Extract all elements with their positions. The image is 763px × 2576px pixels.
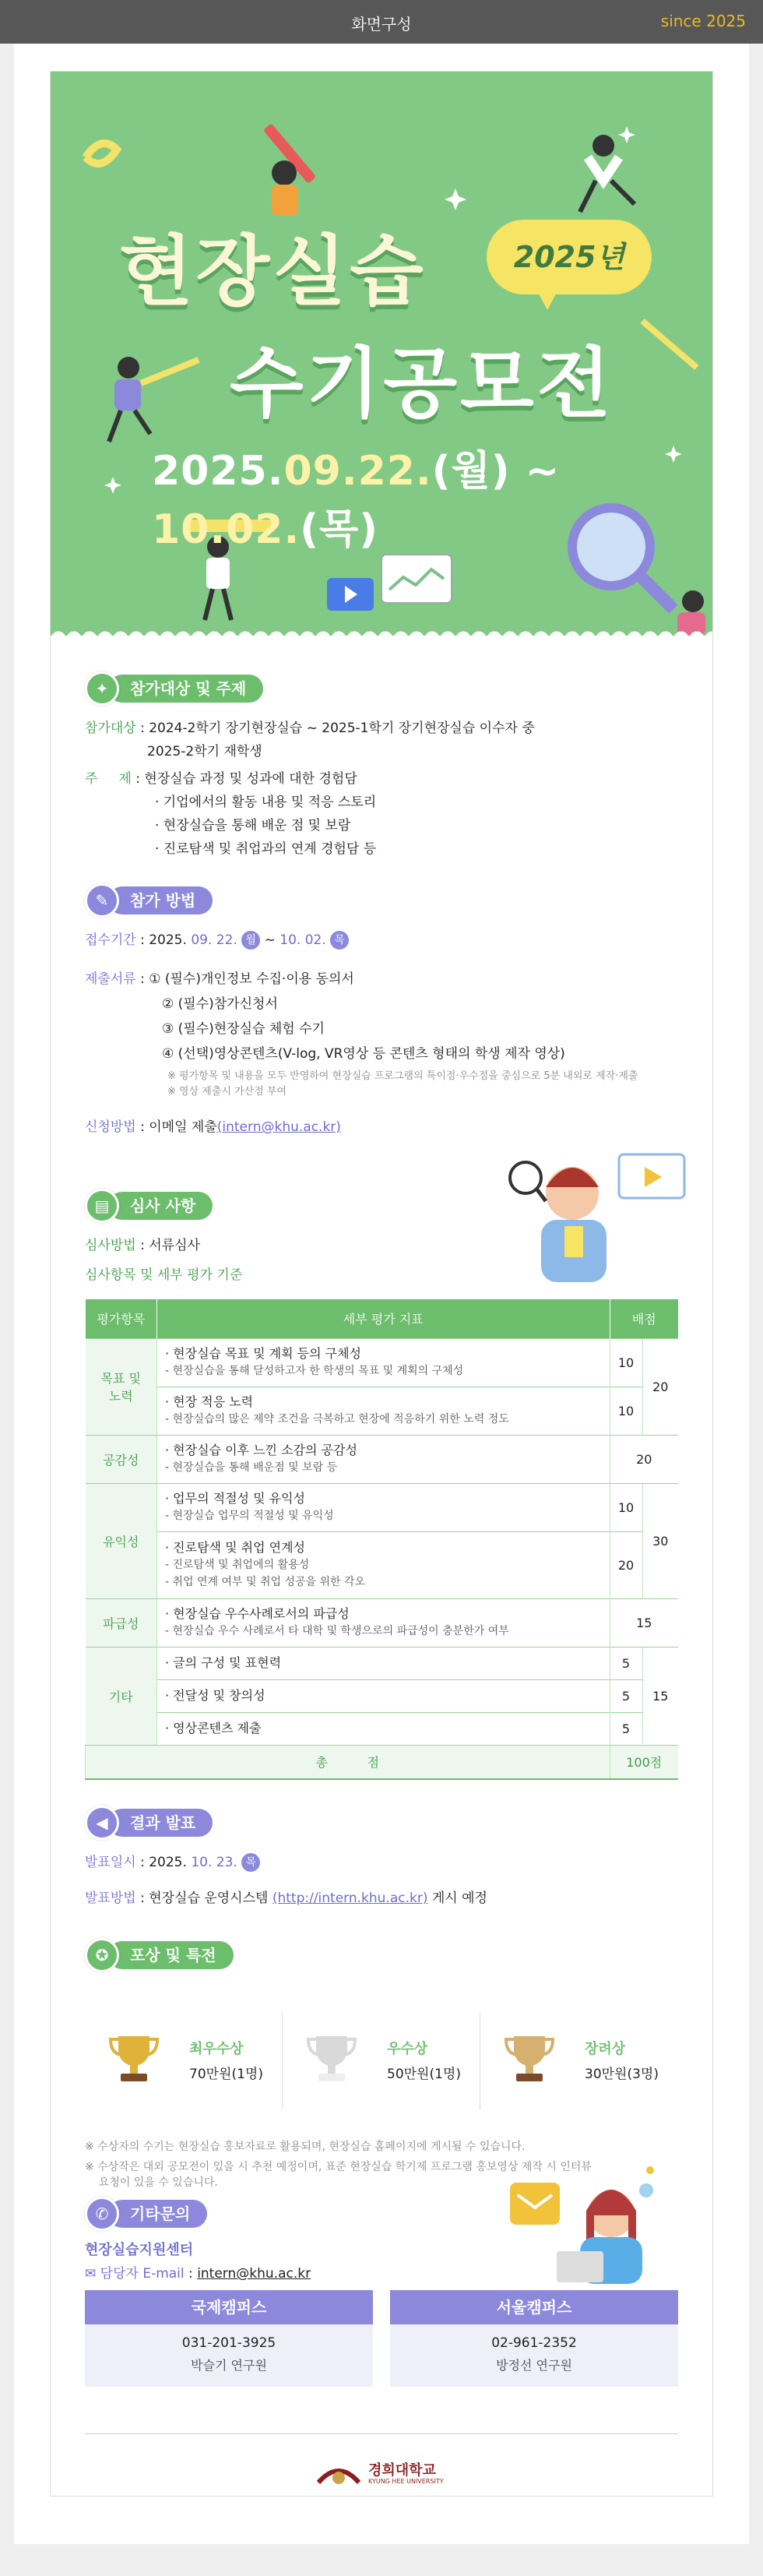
docs-item: ③ (필수)현장실습 체험 수기 xyxy=(162,1021,325,1037)
poster-sheet xyxy=(14,44,749,2544)
period-start: 09. 22. xyxy=(191,932,237,948)
hero-banner xyxy=(51,72,712,636)
topic-text: : 현장실습 과정 및 성과에 대한 경험담 xyxy=(131,771,357,787)
result-method-row xyxy=(85,1887,487,1910)
review-method-row xyxy=(85,1234,200,1257)
table-item: · 영상콘텐츠 제출 xyxy=(157,1712,610,1745)
period-end: 10. 02. xyxy=(280,932,326,948)
lightbulb-icon: ✦ xyxy=(85,671,119,706)
section-target-topic-heading xyxy=(85,671,263,706)
campus-name: 국제캠퍼스 xyxy=(85,2290,373,2324)
hero-date-end-highlight: 10.02. xyxy=(152,506,301,553)
award-prize: 70만원(1명) xyxy=(189,2067,263,2082)
video-icon xyxy=(327,578,374,611)
topic-key: 주 제 xyxy=(85,771,132,787)
megaphone-icon: ◀ xyxy=(85,1806,119,1840)
section-review-heading xyxy=(85,1189,213,1223)
gold-trophy-icon xyxy=(107,2032,161,2086)
medal-icon: ✪ xyxy=(85,1938,119,1972)
campus-card xyxy=(390,2290,678,2387)
award-prize: 50만원(1명) xyxy=(387,2067,461,2082)
table-total: 15 xyxy=(610,1598,678,1647)
table-score: 10 xyxy=(610,1338,642,1387)
award-note: 요청이 있을 수 있습니다. xyxy=(85,2176,218,2189)
period-mid: ~ xyxy=(260,932,280,948)
hero-date-start-highlight: 09.22. xyxy=(283,448,432,495)
period-end-day-badge: 목 xyxy=(330,931,349,950)
table-score: 20 xyxy=(610,1531,642,1598)
apply-key: 신청방법 xyxy=(85,1119,136,1135)
award-card xyxy=(480,2003,678,2117)
result-method-key: 발표방법 xyxy=(85,1891,136,1906)
table-total-row xyxy=(86,1745,679,1779)
result-method-post: 게시 예정 xyxy=(427,1891,487,1906)
play-video-icon xyxy=(619,1154,684,1198)
review-method-text: : 서류심사 xyxy=(135,1238,200,1253)
hero-date xyxy=(152,438,712,555)
hero-date-start-day: (월) xyxy=(431,448,511,495)
criteria-title: 심사항목 및 세부 평가 기준 xyxy=(85,1267,243,1283)
silver-trophy-icon xyxy=(304,2032,359,2086)
magnifier-icon xyxy=(510,1162,546,1201)
topic-item: · 현장실습을 통해 배운 점 및 보람 xyxy=(155,818,351,833)
table-header: 세부 평가 지표 xyxy=(157,1299,610,1338)
target-text: : 2024-2학기 장기현장실습 ~ 2025-1학기 장기현장실습 이수자 중 xyxy=(135,721,535,736)
table-row xyxy=(86,1712,679,1745)
topic-item: · 진로탐색 및 취업과의 연계 경험담 등 xyxy=(155,841,377,857)
table-total: 20 xyxy=(610,1435,678,1483)
swirl-decoration xyxy=(86,143,117,164)
award-name: 장려상 xyxy=(585,2041,626,2057)
table-header-row xyxy=(86,1299,679,1338)
table-category: 파급성 xyxy=(86,1598,157,1647)
table-total-label: 총 점 xyxy=(86,1745,610,1779)
stroke-decoration xyxy=(642,321,697,368)
period-key: 접수기간 xyxy=(85,932,136,948)
table-row xyxy=(86,1435,679,1483)
table-total-value: 100점 xyxy=(610,1745,678,1779)
award-note: ※ 수상자의 수기는 현장실습 홍보자료로 활용되며, 현장실습 홈페이지에 게시될 수 있습니다. xyxy=(85,2141,526,2153)
section-heading-label: 심사 사항 xyxy=(108,1192,213,1220)
mail-icon xyxy=(510,2183,560,2225)
reviewer-illustration xyxy=(502,1139,689,1287)
hero-title-line1: 현장실습 xyxy=(119,227,427,316)
university-name: 경희대학교 xyxy=(368,2462,436,2479)
table-category: 유익성 xyxy=(86,1483,157,1598)
section-heading-label: 참가 방법 xyxy=(108,886,213,914)
hero-date-end-day: (목) xyxy=(300,506,378,553)
award-card xyxy=(85,2003,283,2117)
envelope-icon: ✉ xyxy=(85,2266,100,2282)
runner-person-icon xyxy=(109,357,199,442)
campus-person: 방정선 연구원 xyxy=(496,2358,572,2373)
campus-person: 박슬기 연구원 xyxy=(191,2358,267,2373)
sparkle-icon xyxy=(104,477,121,494)
criteria-table xyxy=(85,1299,678,1780)
section-heading-label: 결과 발표 xyxy=(108,1809,213,1837)
contact-key: 담당자 E-mail xyxy=(100,2266,185,2282)
table-item: · 현장실습 우수사례로서의 파급성 - 현장실습 우수 사례로서 타 대학 및 학생으로의 파급성이 충분한가 여부 xyxy=(157,1598,610,1647)
result-method-text: : 현장실습 운영시스템 xyxy=(135,1891,272,1906)
table-row xyxy=(86,1647,679,1679)
jumping-person-icon xyxy=(580,135,635,212)
contact-email-link[interactable]: intern@khu.ac.kr xyxy=(197,2266,311,2282)
docs-item: ④ (선택)영상콘텐츠(V-log, VR영상 등 콘텐츠 형태의 학생 제작 영상) xyxy=(162,1046,565,1062)
review-method-key: 심사방법 xyxy=(85,1238,136,1253)
docs-note: ※ 영상 제출시 가산점 부여 xyxy=(167,1086,287,1098)
apply-email-link[interactable]: (intern@khu.ac.kr) xyxy=(216,1119,341,1135)
pencil-person-icon xyxy=(263,123,317,216)
monitor-icon xyxy=(382,555,452,603)
footer-divider xyxy=(85,2433,678,2434)
year-badge: 2025년 xyxy=(487,220,652,294)
university-name-en: KYUNG HEE UNIVERSITY xyxy=(368,2478,444,2485)
pencil-note-icon: ✎ xyxy=(85,883,119,918)
apply-text: : 이메일 제출 xyxy=(135,1119,217,1135)
table-total: 20 xyxy=(642,1338,678,1435)
campus-name: 서울캠퍼스 xyxy=(390,2290,678,2324)
campus-phone: 02-961-2352 xyxy=(491,2335,577,2351)
phone-icon: ✆ xyxy=(85,2197,119,2231)
table-category: 목표 및 노력 xyxy=(86,1338,157,1435)
contact-illustration xyxy=(487,2159,666,2284)
result-date-key: 발표일시 xyxy=(85,1855,136,1870)
sparkle-icon xyxy=(445,189,466,210)
hero-date-start: 2025. xyxy=(152,448,284,495)
period-row xyxy=(85,929,349,952)
section-contact-heading xyxy=(85,2197,207,2231)
award-prize: 30만원(3명) xyxy=(585,2067,659,2082)
document-icon: ▤ xyxy=(85,1189,119,1223)
campus-card xyxy=(85,2290,373,2387)
table-row xyxy=(86,1483,679,1531)
reviewer-person-icon xyxy=(541,1167,607,1282)
year-badge-tail xyxy=(533,284,561,310)
period-pre: : 2025. xyxy=(135,932,192,948)
result-date-highlight: 10. 23. xyxy=(191,1855,237,1870)
bronze-trophy-icon xyxy=(502,2032,557,2086)
result-date-pre: : 2025. xyxy=(135,1855,192,1870)
award-name: 우수상 xyxy=(387,2041,428,2057)
awards-row xyxy=(85,2003,678,2117)
table-row xyxy=(86,1387,679,1435)
table-score: 5 xyxy=(610,1647,642,1679)
award-note: ※ 수상작은 대외 공모전이 있을 시 추천 예정이며, 표준 현장실습 학기제 프로그램 홍보영상 제작 시 인터뷰 xyxy=(85,2161,592,2173)
topic-row xyxy=(85,767,357,791)
section-method-heading xyxy=(85,883,213,918)
award-name: 최우수상 xyxy=(189,2041,244,2057)
table-header: 평가항목 xyxy=(86,1299,157,1338)
hero-date-separator: ~ xyxy=(510,448,561,495)
topic-item: · 기업에서의 활동 내용 및 적응 스토리 xyxy=(155,795,377,810)
table-item: · 전달성 및 창의성 xyxy=(157,1679,610,1712)
table-score: 5 xyxy=(610,1712,642,1745)
table-item: · 진로탐색 및 취업 연계성 - 진로탐색 및 취업에의 활용성 - 취업 연계 여부 및 취업 성공을 위한 각오 xyxy=(157,1531,610,1598)
sparkle-icon xyxy=(618,126,635,143)
contact-pre: : xyxy=(184,2266,198,2282)
target-row-2: 2025-2학기 재학생 xyxy=(147,744,262,759)
university-logo xyxy=(315,2458,455,2492)
center-name: 현장실습지원센터 xyxy=(85,2242,194,2258)
table-total: 15 xyxy=(642,1647,678,1745)
period-start-day-badge: 월 xyxy=(241,931,260,950)
section-heading-label: 참가대상 및 주제 xyxy=(108,675,263,703)
table-item: · 현장실습 이후 느낀 소감의 공감성 - 현장실습을 통해 배운점 및 보람 등 xyxy=(157,1435,610,1483)
university-emblem-icon xyxy=(315,2458,362,2489)
chat-bubble-icon xyxy=(639,2166,654,2197)
docs-note: ※ 평가항목 및 내용을 모두 반영하여 현장실습 프로그램의 특이점·우수점을 중심으로 5분 내외로 제작·제출 xyxy=(167,1070,638,1082)
docs-row xyxy=(85,967,354,991)
table-score: 5 xyxy=(610,1679,642,1712)
table-row xyxy=(86,1531,679,1598)
table-category: 공감성 xyxy=(86,1435,157,1483)
docs-key: 제출서류 xyxy=(85,971,136,987)
table-category: 기타 xyxy=(86,1647,157,1745)
section-heading-label: 기타문의 xyxy=(108,2200,207,2228)
docs-item: : ① (필수)개인정보 수집·이용 동의서 xyxy=(135,971,354,987)
result-method-link[interactable]: (http://intern.khu.ac.kr) xyxy=(272,1891,428,1906)
section-award-heading xyxy=(85,1938,234,1972)
table-score: 10 xyxy=(610,1483,642,1531)
section-heading-label: 포상 및 특전 xyxy=(108,1941,234,1969)
table-header: 배점 xyxy=(610,1299,678,1338)
table-total: 30 xyxy=(642,1483,678,1598)
award-card xyxy=(283,2003,480,2117)
apply-row xyxy=(85,1115,341,1139)
table-row xyxy=(86,1598,679,1647)
table-item: · 업무의 적절성 및 유익성 - 현장실습 업무의 적절성 및 유익성 xyxy=(157,1483,610,1531)
target-key: 참가대상 xyxy=(85,721,136,736)
campus-phone: 031-201-3925 xyxy=(181,2335,276,2351)
top-bar xyxy=(0,0,763,44)
contact-row xyxy=(85,2262,311,2285)
table-row xyxy=(86,1338,679,1387)
table-item: · 글의 구성 및 표현력 xyxy=(157,1647,610,1679)
top-bar-title: 화면구성 xyxy=(351,15,412,33)
section-result-heading xyxy=(85,1806,213,1840)
hero-title-line2: 수기공모전 xyxy=(230,340,614,428)
support-person-icon xyxy=(557,2190,642,2284)
result-date-day-badge: 목 xyxy=(241,1853,260,1872)
table-score: 10 xyxy=(610,1387,642,1435)
target-row xyxy=(85,717,535,740)
docs-item: ② (필수)참가신청서 xyxy=(162,996,278,1012)
hero-scallop-edge xyxy=(51,623,712,639)
result-date-row xyxy=(85,1851,260,1874)
poster-frame xyxy=(50,71,713,2497)
since-label: since 2025 xyxy=(660,12,746,30)
table-item: · 현장실습 목표 및 계획 등의 구체성 - 현장실습을 통해 달성하고자 한 학생의 목표 및 계획의 구체성 xyxy=(157,1338,610,1387)
table-row xyxy=(86,1679,679,1712)
table-item: · 현장 적응 노력 - 현장실습의 많은 제약 조건을 극복하고 현장에 적응하기 위한 노력 정도 xyxy=(157,1387,610,1435)
